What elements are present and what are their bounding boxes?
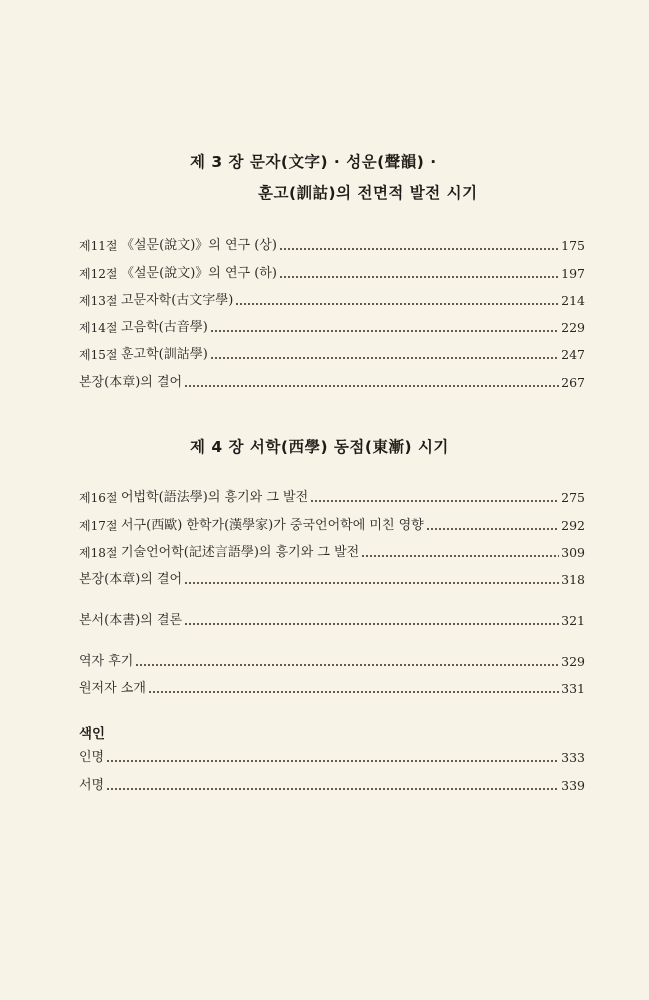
dot-leader (106, 787, 559, 791)
section-number: 제11절 (79, 239, 118, 253)
section-title: 인명 (79, 750, 105, 765)
section-number: 제18절 (79, 546, 118, 560)
toc-entry[interactable] (79, 680, 585, 698)
page-number: 229 (561, 320, 585, 335)
section-title: 본장(本章)의 결어 (79, 572, 183, 587)
toc-entry[interactable] (79, 612, 585, 630)
toc-entry[interactable] (79, 319, 585, 337)
section-title: 원저자 소개 (79, 681, 146, 696)
section-title: 《설문(說文)》의 연구 (상) (121, 238, 277, 253)
section-title: 서구(西歐) 한학가(漢學家)가 중국언어학에 미친 영향 (121, 518, 424, 533)
page-number: 339 (561, 778, 585, 793)
section-title: 어법학(語法學)의 흥기와 그 발전 (121, 490, 309, 505)
section-number: 제16절 (79, 491, 118, 505)
section-number: 제15절 (79, 348, 118, 362)
page-number: 321 (561, 613, 585, 628)
dot-leader (361, 554, 559, 558)
toc-entry[interactable] (79, 517, 585, 535)
section-number: 제12절 (79, 267, 118, 281)
toc-entry[interactable] (79, 544, 585, 562)
section-title: 고음학(古音學) (121, 320, 208, 335)
page-number: 309 (561, 545, 585, 560)
section-title: 본서(本書)의 결론 (79, 613, 183, 628)
index-heading: 색인 (79, 726, 106, 742)
dot-leader (310, 499, 559, 503)
section-number: 제17절 (79, 519, 118, 533)
toc-entry[interactable] (79, 237, 585, 255)
chapter-3-subtitle: 훈고(訓詁)의 전면적 발전 시기 (258, 184, 478, 202)
section-title: 기술언어학(記述言語學)의 흥기와 그 발전 (121, 545, 360, 560)
dot-leader (135, 663, 559, 667)
toc-entry[interactable] (79, 489, 585, 507)
toc-entry[interactable] (79, 777, 585, 795)
page-number: 275 (561, 490, 585, 505)
page-number: 247 (561, 347, 585, 362)
section-title: 고문자학(古文字學) (121, 293, 234, 308)
toc-entry[interactable] (79, 346, 585, 364)
section-title: 훈고학(訓詁學) (121, 347, 208, 362)
toc-entry[interactable] (79, 749, 585, 767)
dot-leader (210, 329, 559, 333)
toc-entry[interactable] (79, 265, 585, 283)
section-title: 서명 (79, 778, 105, 793)
page-number: 318 (561, 572, 585, 587)
page-number: 292 (561, 518, 585, 533)
dot-leader (184, 581, 559, 585)
toc-entry[interactable] (79, 653, 585, 671)
page-number: 267 (561, 375, 585, 390)
page-number: 214 (561, 293, 585, 308)
dot-leader (279, 275, 559, 279)
page-number: 331 (561, 681, 585, 696)
page-number: 333 (561, 750, 585, 765)
chapter-4-title: 제 4 장 서학(西學) 동점(東漸) 시기 (190, 438, 449, 456)
dot-leader (184, 622, 559, 626)
section-number: 제14절 (79, 321, 118, 335)
dot-leader (106, 759, 559, 763)
dot-leader (210, 356, 559, 360)
dot-leader (235, 302, 559, 306)
dot-leader (426, 527, 559, 531)
toc-entry[interactable] (79, 292, 585, 310)
page-number: 329 (561, 654, 585, 669)
section-title: 《설문(說文)》의 연구 (하) (121, 266, 277, 281)
section-number: 제13절 (79, 294, 118, 308)
page-number: 197 (561, 266, 585, 281)
section-title: 본장(本章)의 결어 (79, 375, 183, 390)
toc-entry[interactable] (79, 571, 585, 589)
section-title: 역자 후기 (79, 654, 134, 669)
dot-leader (148, 690, 559, 694)
toc-entry[interactable] (79, 374, 585, 392)
chapter-3-title: 제 3 장 문자(文字) · 성운(聲韻) · (190, 153, 437, 171)
dot-leader (279, 247, 559, 251)
page-number: 175 (561, 238, 585, 253)
dot-leader (184, 384, 559, 388)
